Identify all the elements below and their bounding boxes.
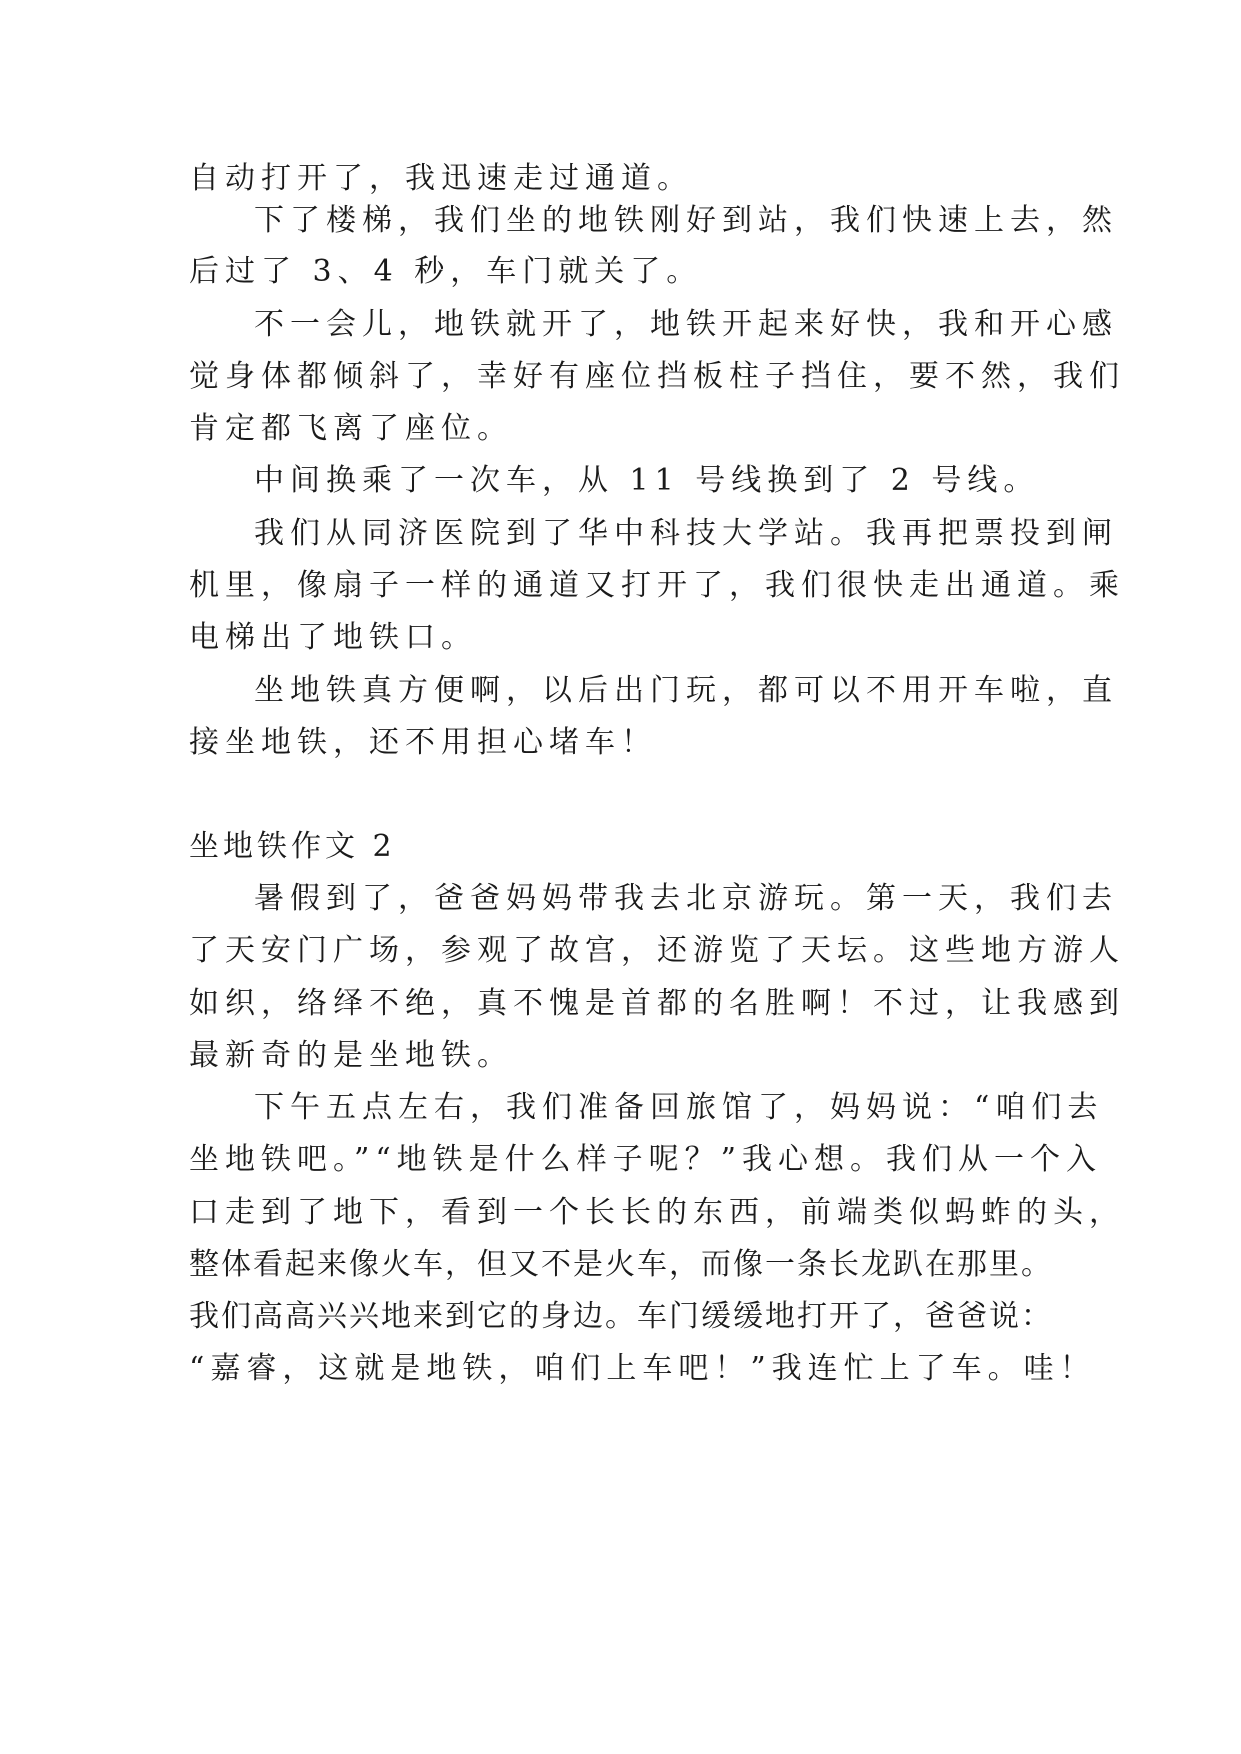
paragraph-line: 接坐地铁，还不用担心堵车！ xyxy=(189,725,657,760)
paragraph-line: 坐地铁吧。”“地铁是什么样子呢？”我心想。我们从一个入 xyxy=(189,1142,1103,1177)
paragraph-line: 觉身体都倾斜了，幸好有座位挡板柱子挡住，要不然，我们 xyxy=(189,359,1125,394)
section-title: 坐地铁作文 2 xyxy=(189,829,396,864)
paragraph-line: 电梯出了地铁口。 xyxy=(189,620,477,655)
paragraph-line: 了天安门广场，参观了故宫，还游览了天坛。这些地方游人 xyxy=(189,933,1125,968)
paragraph-line: 下午五点左右，我们准备回旅馆了，妈妈说：“咱们去 xyxy=(254,1090,1104,1125)
paragraph-line: 不一会儿，地铁就开了，地铁开起来好快，我和开心感 xyxy=(254,307,1118,342)
paragraph-line: 自动打开了，我迅速走过通道。 xyxy=(189,161,693,196)
paragraph-line: 我们从同济医院到了华中科技大学站。我再把票投到闸 xyxy=(254,516,1118,551)
paragraph-line: 中间换乘了一次车，从 11 号线换到了 2 号线。 xyxy=(254,463,1040,498)
paragraph-line: 后过了 3、4 秒，车门就关了。 xyxy=(189,254,703,289)
paragraph-line: 暑假到了，爸爸妈妈带我去北京游玩。第一天，我们去 xyxy=(254,881,1118,916)
paragraph-line: 如织，络绎不绝，真不愧是首都的名胜啊！不过，让我感到 xyxy=(189,986,1125,1021)
paragraph-line: 下了楼梯，我们坐的地铁刚好到站，我们快速上去，然 xyxy=(254,203,1118,238)
paragraph-line: 整体看起来像火车，但又不是火车，而像一条长龙趴在那里。 xyxy=(189,1247,1053,1282)
paragraph-line: 坐地铁真方便啊，以后出门玩，都可以不用开车啦，直 xyxy=(254,673,1118,708)
paragraph-line: 肯定都飞离了座位。 xyxy=(189,411,513,446)
paragraph-line: 口走到了地下，看到一个长长的东西，前端类似蚂蚱的头， xyxy=(189,1195,1125,1230)
paragraph-line: 机里，像扇子一样的通道又打开了，我们很快走出通道。乘 xyxy=(189,568,1125,603)
paragraph-line: 最新奇的是坐地铁。 xyxy=(189,1038,513,1073)
paragraph-line: 我们高高兴兴地来到它的身边。车门缓缓地打开了，爸爸说： xyxy=(189,1299,1053,1334)
paragraph-line: “嘉睿，这就是地铁，咱们上车吧！”我连忙上了车。哇！ xyxy=(189,1351,1096,1386)
